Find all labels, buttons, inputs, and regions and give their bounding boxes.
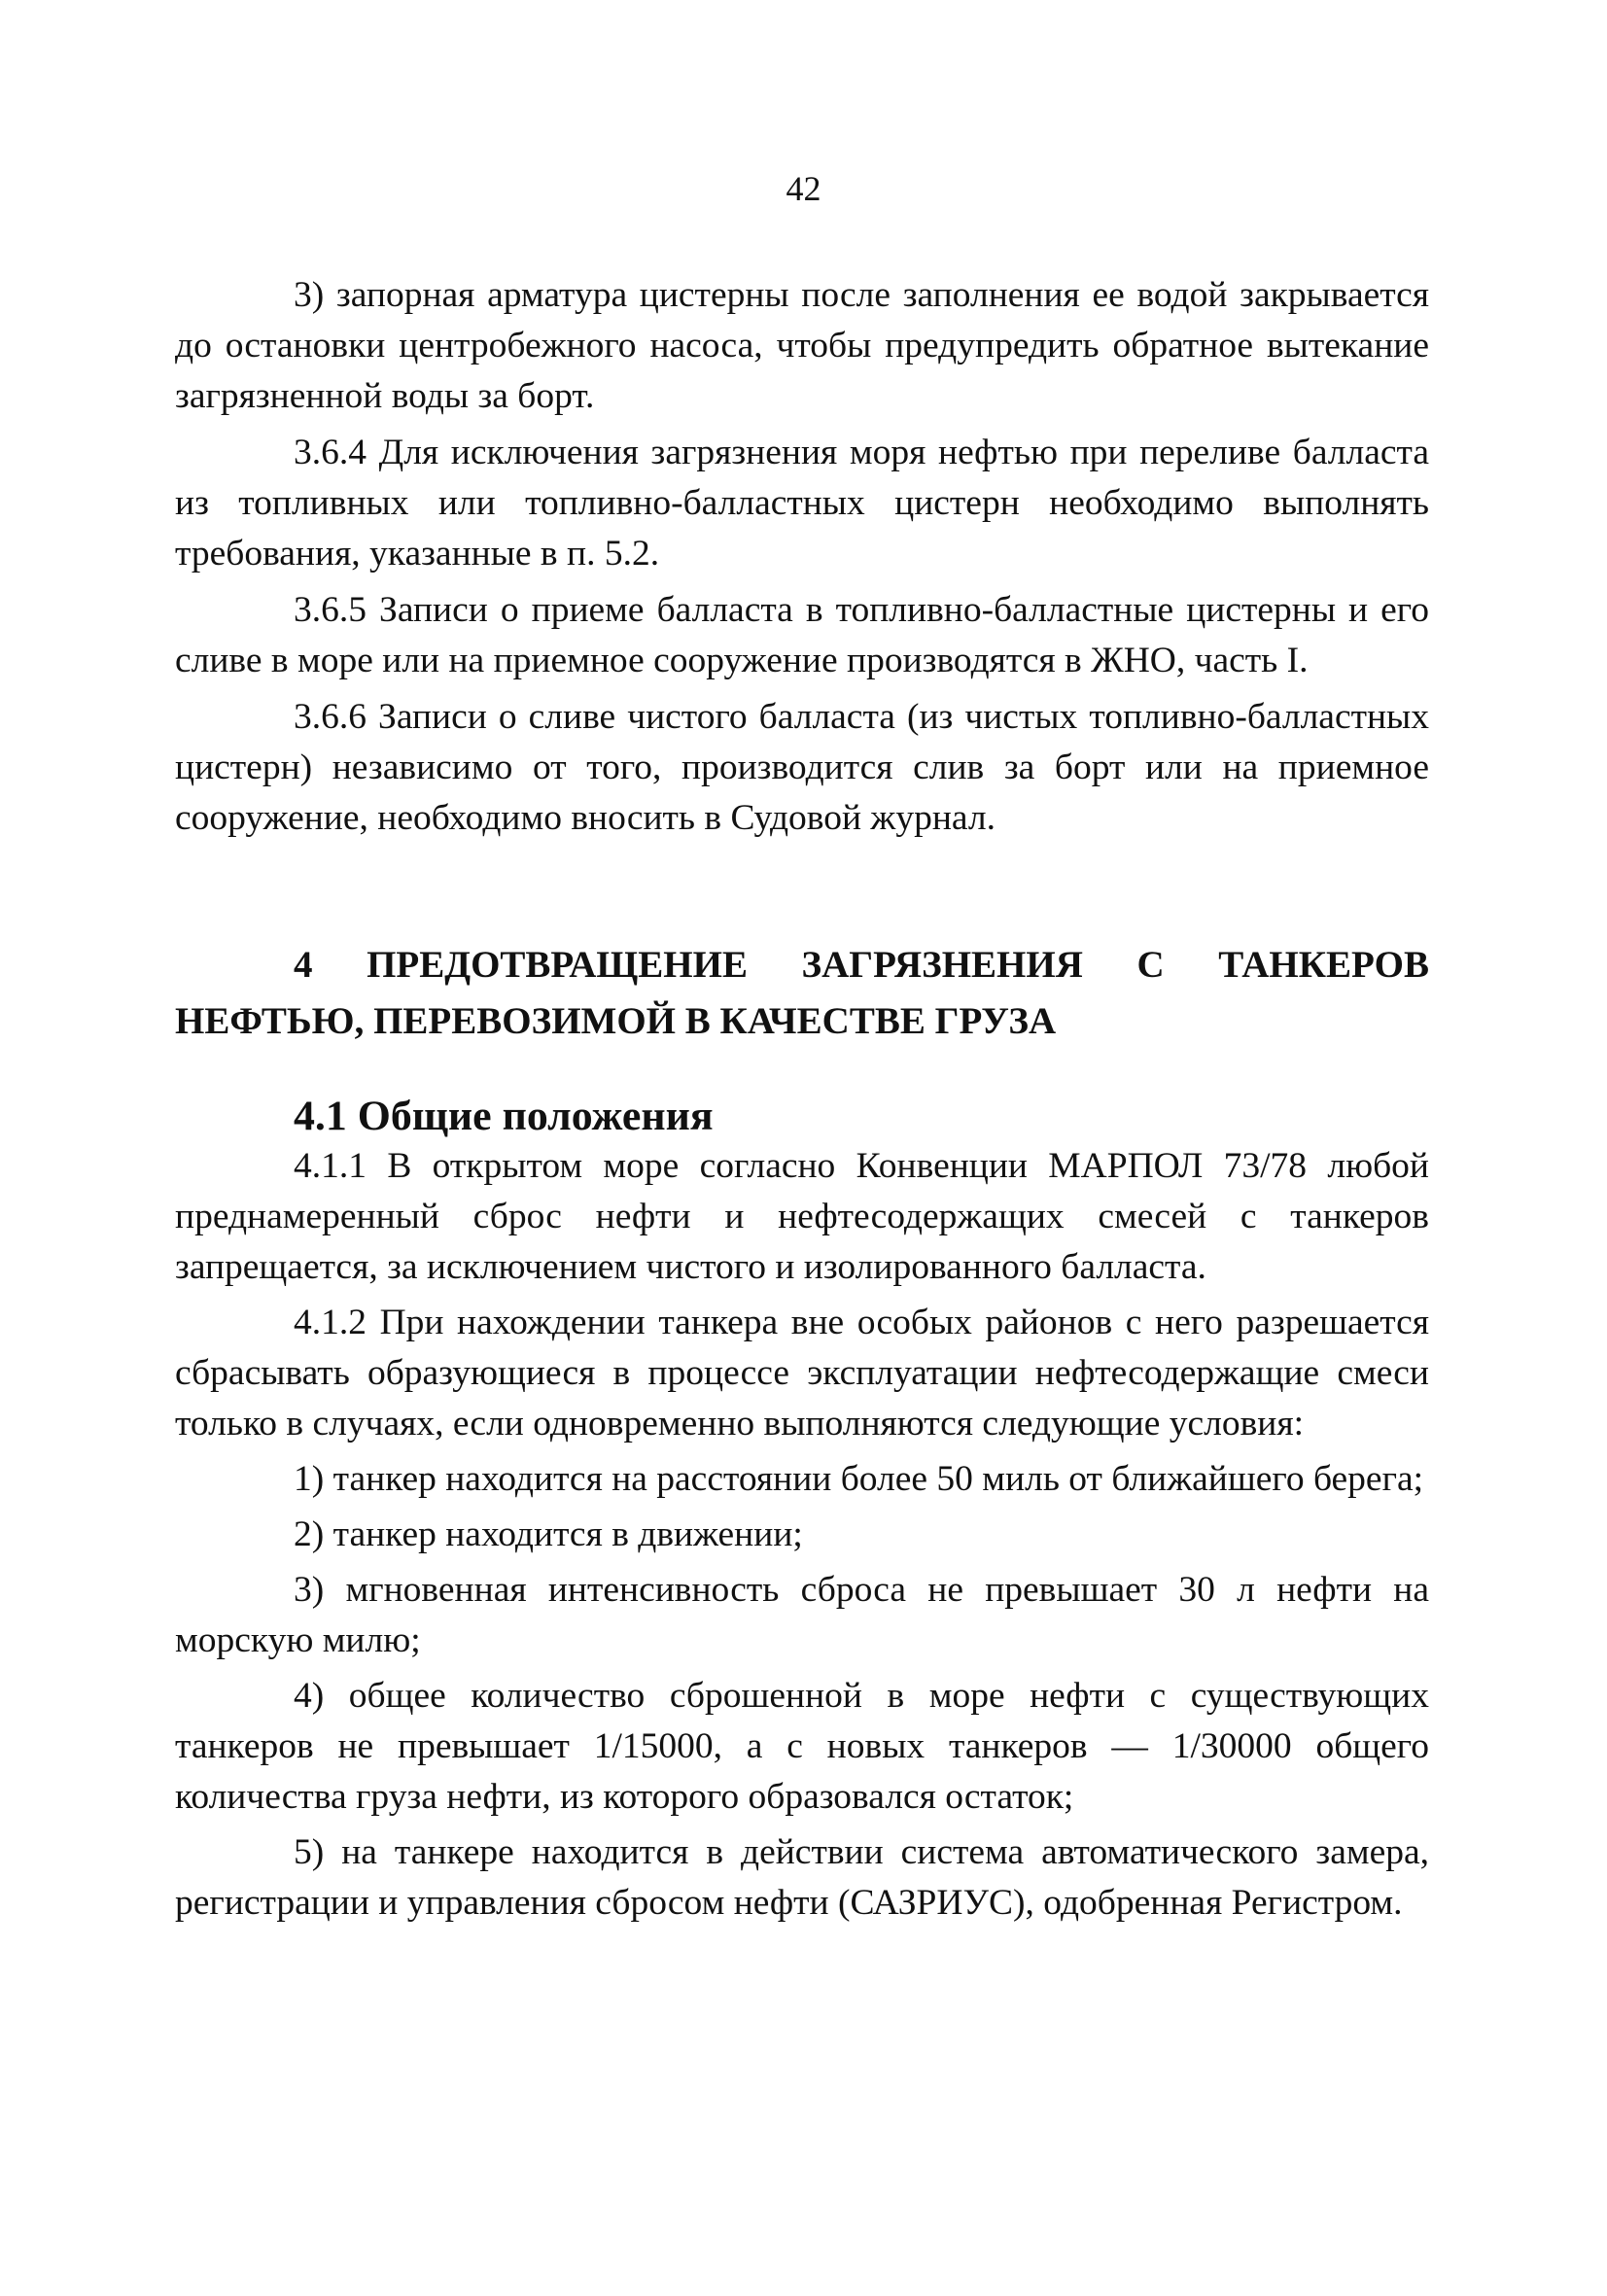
condition-item-2: 2) танкер находится в движении; <box>294 1514 803 1554</box>
page-number: 42 <box>786 169 821 208</box>
paragraph-3-6-4: 3.6.4 Для исключения загрязнения моря нефтью при переливе балласта из топливных или топливно-балластных цистерн необходимо выполнять требования, указанные в п. 5.2. <box>175 433 1429 574</box>
condition-item-1: 1) танкер находится на расстоянии более 50 миль от ближайшего берега; <box>294 1459 1424 1499</box>
page-content <box>175 270 1429 1933</box>
paragraph-3-6-6: 3.6.6 Записи о сливе чистого балласта (из чистых топливно-балластных цистерн) независимо от того, производится слив за борт или на приемное сооружение, необходимо вносить в Судовой журнал. <box>175 697 1429 838</box>
section-4-heading: 4 ПРЕДОТВРАЩЕНИЕ ЗАГРЯЗНЕНИЯ С ТАНКЕРОВ НЕФТЬЮ, ПЕРЕВОЗИМОЙ В КАЧЕСТВЕ ГРУЗА <box>175 944 1429 1042</box>
paragraph-item-3: 3) запорная арматура цистерны после заполнения ее водой закрывается до остановки центробежного насоса, чтобы предупредить обратное вытекание загрязненной воды за борт. <box>175 275 1429 416</box>
paragraph-3-6-5: 3.6.5 Записи о приеме балласта в топливно-балластные цистерны и его сливе в море или на приемное сооружение производятся в ЖНО, часть I. <box>175 590 1429 680</box>
paragraph-4-1-2: 4.1.2 При нахождении танкера вне особых районов с него разрешается сбрасывать образующиеся в процессе эксплуатации нефтесодержащие смеси только в случаях, если одновременно выполняются следующие условия: <box>175 1303 1429 1444</box>
condition-item-4: 4) общее количество сброшенной в море нефти с существующих танкеров не превышает 1/15000, а с новых танкеров — 1/30000 общего количества груза нефти, из которого образовался остаток; <box>175 1676 1429 1817</box>
condition-item-3: 3) мгновенная интенсивность сброса не превышает 30 л нефти на морскую милю; <box>175 1570 1429 1660</box>
paragraph-4-1-1: 4.1.1 В открытом море согласно Конвенции МАРПОЛ 73/78 любой преднамеренный сброс нефти и нефтесодержащих смесей с танкеров запрещается, за исключением чистого и изолированного балласта. <box>175 1146 1429 1287</box>
condition-item-5: 5) на танкере находится в действии система автоматического замера, регистрации и управления сбросом нефти (САЗРИУС), одобренная Регистром. <box>175 1832 1429 1923</box>
subsection-4-1-heading: 4.1 Общие положения <box>294 1093 714 1139</box>
